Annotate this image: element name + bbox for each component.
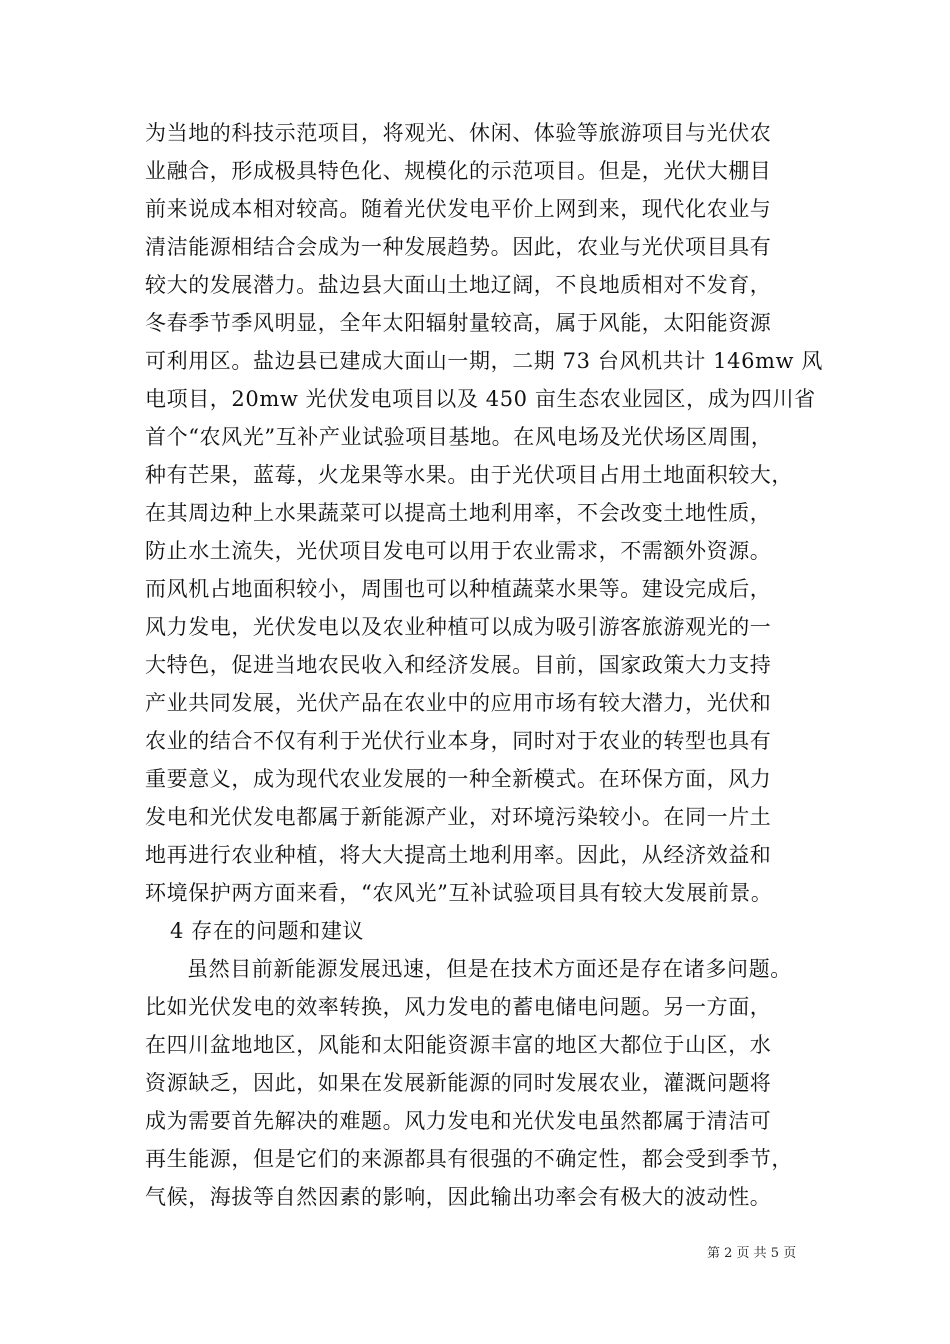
paragraph-line: 较大的发展潜力。盐边县大面山土地辽阔，不良地质相对不发育， — [145, 273, 772, 297]
paragraph-line: 为当地的科技示范项目，将观光、休闲、体验等旅游项目与光伏农 — [145, 121, 772, 145]
paragraph-line: 首个“农风光”互补产业试验项目基地。在风电场及光伏场区周围， — [145, 425, 773, 449]
paragraph-line: 地再进行农业种植，将大大提高土地利用率。因此，从经济效益和 — [145, 843, 772, 867]
paragraph-line: 清洁能源相结合会成为一种发展趋势。因此，农业与光伏项目具有 — [145, 235, 772, 259]
paragraph-line: 防止水土流失，光伏项目发电可以用于农业需求，不需额外资源。 — [145, 539, 772, 563]
paragraph-line: 发电和光伏发电都属于新能源产业，对环境污染较小。在同一片土 — [145, 805, 772, 829]
paragraph-line: 前来说成本相对较高。随着光伏发电平价上网到来，现代化农业与 — [145, 197, 772, 221]
paragraph-line: 可利用区。盐边县已建成大面山一期，二期 73 台风机共计 146mw 风 — [145, 349, 823, 373]
paragraph-line: 电项目，20mw 光伏发电项目以及 450 亩生态农业园区，成为四川省 — [145, 387, 816, 411]
paragraph-line: 资源缺乏，因此，如果在发展新能源的同时发展农业，灌溉问题将 — [145, 1071, 772, 1095]
paragraph-line: 大特色，促进当地农民收入和经济发展。目前，国家政策大力支持 — [145, 653, 772, 677]
paragraph-line: 虽然目前新能源发展迅速，但是在技术方面还是存在诸多问题。 — [187, 957, 792, 981]
paragraph-line: 再生能源，但是它们的来源都具有很强的不确定性，都会受到季节， — [145, 1147, 793, 1171]
paragraph-line: 农业的结合不仅有利于光伏行业本身，同时对于农业的转型也具有 — [145, 729, 772, 753]
paragraph-line: 产业共同发展，光伏产品在农业中的应用市场有较大潜力，光伏和 — [145, 691, 772, 715]
paragraph-line: 种有芒果，蓝莓，火龙果等水果。由于光伏项目占用土地面积较大， — [145, 463, 793, 487]
paragraph-line: 业融合，形成极具特色化、规模化的示范项目。但是，光伏大棚目 — [145, 159, 772, 183]
paragraph-line: 而风机占地面积较小，周围也可以种植蔬菜水果等。建设完成后， — [145, 577, 772, 601]
paragraph-line: 成为需要首先解决的难题。风力发电和光伏发电虽然都属于清洁可 — [145, 1109, 772, 1133]
paragraph-line: 重要意义，成为现代农业发展的一种全新模式。在环保方面，风力 — [145, 767, 772, 791]
paragraph-line: 在四川盆地地区，风能和太阳能资源丰富的地区大都位于山区，水 — [145, 1033, 772, 1057]
paragraph-line: 在其周边种上水果蔬菜可以提高土地利用率，不会改变土地性质， — [145, 501, 772, 525]
paragraph-line: 比如光伏发电的效率转换，风力发电的蓄电储电问题。另一方面， — [145, 995, 772, 1019]
section-heading: 4 存在的问题和建议 — [170, 919, 365, 943]
paragraph-line: 冬春季节季风明显，全年太阳辐射量较高，属于风能，太阳能资源 — [145, 311, 772, 335]
paragraph-line: 环境保护两方面来看，“农风光”互补试验项目具有较大发展前景。 — [145, 881, 773, 905]
paragraph-line: 风力发电，光伏发电以及农业种植可以成为吸引游客旅游观光的一 — [145, 615, 772, 639]
paragraph-line: 气候，海拔等自然因素的影响，因此输出功率会有极大的波动性。 — [145, 1185, 772, 1209]
page-footer: 第 2 页 共 5 页 — [707, 1246, 797, 1261]
